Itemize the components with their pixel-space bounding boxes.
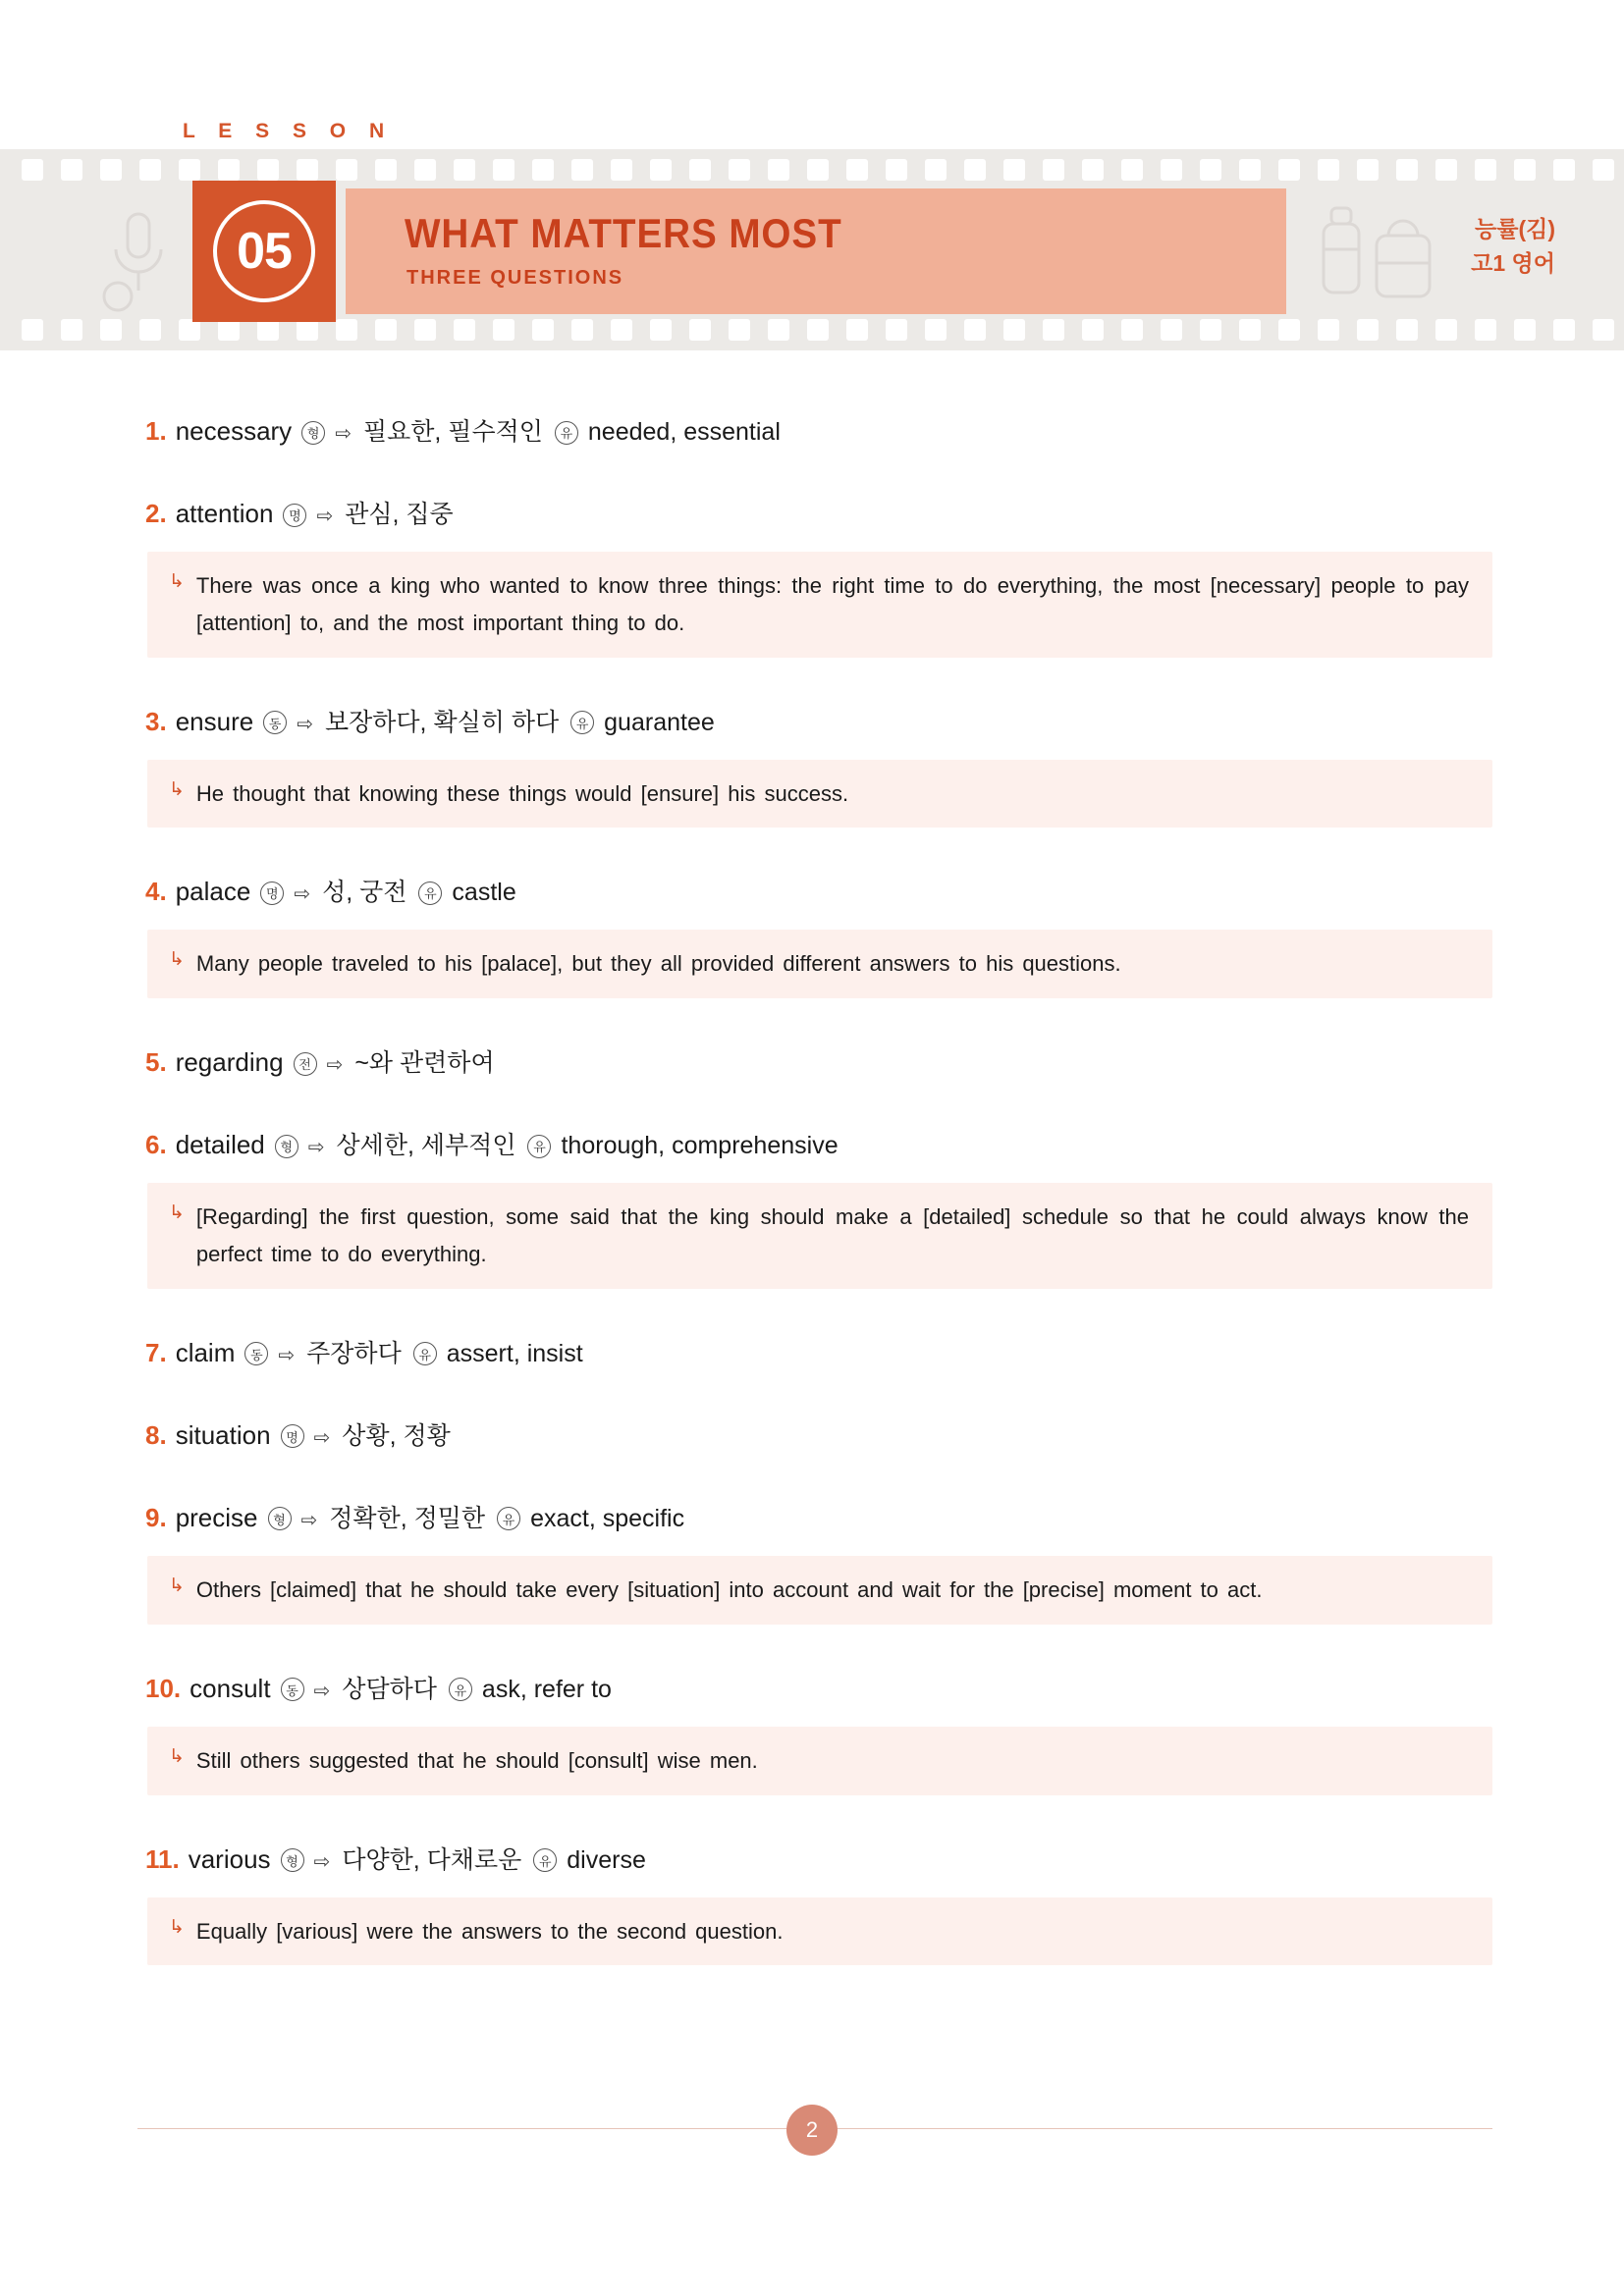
entry-word: situation xyxy=(175,1419,271,1450)
vocab-headline xyxy=(137,1670,1492,1713)
entry-number: 7. xyxy=(145,1337,167,1367)
entry-meaning: 성, 궁전 xyxy=(322,879,407,907)
example-sentence-text: Others [claimed] that he should take every [situation] into account and wait for the [precise] moment to act. xyxy=(195,1576,1263,1602)
film-perforation xyxy=(1396,159,1418,181)
entry-word: precise xyxy=(175,1502,258,1532)
arrow-icon: ⇨ xyxy=(326,1054,344,1077)
film-perforation xyxy=(1553,159,1575,181)
film-perforation xyxy=(886,319,907,341)
arrow-icon: ⇨ xyxy=(307,1137,325,1159)
film-perforation xyxy=(1161,319,1182,341)
film-perforation xyxy=(100,319,122,341)
vocab-entry xyxy=(137,1126,1492,1334)
book-publisher: 능률(김) xyxy=(1475,216,1555,241)
lesson-number-box xyxy=(192,181,336,322)
example-arrow-icon: ↳ xyxy=(169,1202,185,1224)
vocab-headline xyxy=(137,1499,1492,1542)
entry-spacer xyxy=(137,455,1492,495)
header-band-inner xyxy=(0,188,1624,314)
film-perforation xyxy=(61,319,82,341)
vocab-headline xyxy=(137,873,1492,916)
entry-number: 10. xyxy=(145,1673,182,1703)
film-perforation xyxy=(1357,159,1379,181)
page-subtitle: THREE QUESTIONS xyxy=(406,267,624,289)
entry-number: 4. xyxy=(145,877,167,907)
film-perforation xyxy=(964,159,986,181)
page-number-badge: 2 xyxy=(786,2105,838,2156)
film-perforation xyxy=(846,159,868,181)
film-perforation xyxy=(729,319,750,341)
synonym-badge: 유 xyxy=(497,1507,520,1530)
lesson-kicker: L E S S O N xyxy=(183,120,394,142)
entry-synonyms: exact, specific xyxy=(530,1504,685,1532)
entry-word: attention xyxy=(175,499,274,528)
vocab-headline xyxy=(137,1841,1492,1884)
film-perforation xyxy=(1514,159,1536,181)
entry-word: consult xyxy=(189,1673,271,1703)
vocab-entry xyxy=(137,703,1492,874)
vocab-entry xyxy=(137,412,1492,495)
film-perforation xyxy=(1121,159,1143,181)
synonym-badge: 유 xyxy=(413,1342,437,1365)
example-sentence-text: There was once a king who wanted to know three things: the right time to do everything, the most [necessary] people to pay [attention] to, and the most important thing to do. xyxy=(195,573,1469,635)
film-perforation xyxy=(1082,319,1104,341)
arrow-icon: ⇨ xyxy=(313,1426,331,1449)
film-perforation xyxy=(1553,319,1575,341)
vocab-headline xyxy=(137,495,1492,538)
film-perforation xyxy=(1514,319,1536,341)
film-perforation xyxy=(454,159,475,181)
entry-number: 9. xyxy=(145,1502,167,1532)
film-perforation xyxy=(179,159,200,181)
film-perforation xyxy=(1121,319,1143,341)
example-arrow-icon: ↳ xyxy=(169,1745,185,1767)
film-perforation xyxy=(257,159,279,181)
film-perforation xyxy=(336,319,357,341)
film-perforation xyxy=(375,319,397,341)
arrow-icon: ⇨ xyxy=(313,1850,331,1873)
entry-number: 3. xyxy=(145,706,167,736)
film-perforation xyxy=(1435,159,1457,181)
film-perforation xyxy=(650,159,672,181)
film-perforation xyxy=(1278,319,1300,341)
film-perforation xyxy=(1475,159,1496,181)
part-of-speech-badge: 형 xyxy=(268,1507,292,1530)
vocab-headline xyxy=(137,1043,1492,1087)
synonym-badge: 유 xyxy=(527,1135,551,1158)
entry-meaning: ~와 관련하여 xyxy=(354,1049,495,1078)
film-perforation xyxy=(414,319,436,341)
film-perforation xyxy=(532,319,554,341)
entry-number: 2. xyxy=(145,499,167,528)
entry-number: 5. xyxy=(145,1047,167,1078)
header-film-band xyxy=(0,149,1624,350)
entry-spacer xyxy=(137,1295,1492,1334)
film-perforation xyxy=(493,319,514,341)
entry-meaning: 상황, 정황 xyxy=(342,1421,451,1450)
example-arrow-icon: ↳ xyxy=(169,1575,185,1596)
entry-synonyms: diverse xyxy=(567,1845,646,1874)
film-perforation xyxy=(689,319,711,341)
part-of-speech-badge: 형 xyxy=(275,1135,298,1158)
example-sentence-box xyxy=(147,1727,1492,1795)
entry-synonyms: castle xyxy=(452,879,516,907)
example-sentence-box xyxy=(147,1897,1492,1966)
film-perforation xyxy=(297,159,318,181)
entry-meaning: 다양한, 다채로운 xyxy=(342,1845,522,1874)
vocab-entry xyxy=(137,1416,1492,1499)
film-perforation xyxy=(336,159,357,181)
entry-meaning: 주장하다 xyxy=(306,1339,402,1367)
example-sentence-box xyxy=(147,1556,1492,1625)
film-perforation xyxy=(768,319,789,341)
arrow-icon: ⇨ xyxy=(300,1509,318,1531)
film-perforations-top xyxy=(0,159,1624,181)
film-perforation xyxy=(1200,319,1221,341)
arrow-icon: ⇨ xyxy=(278,1344,296,1366)
entry-spacer xyxy=(137,1004,1492,1043)
film-perforation xyxy=(532,159,554,181)
entry-word: various xyxy=(188,1843,271,1874)
entry-meaning: 필요한, 필수적인 xyxy=(362,418,543,446)
entry-number: 8. xyxy=(145,1419,167,1450)
film-perforation xyxy=(139,319,161,341)
arrow-icon: ⇨ xyxy=(313,1680,331,1702)
entry-synonyms: assert, insist xyxy=(446,1339,583,1367)
film-perforation xyxy=(1593,159,1614,181)
film-perforation xyxy=(729,159,750,181)
entry-spacer xyxy=(137,1801,1492,1841)
vocab-headline xyxy=(137,1334,1492,1377)
entry-word: detailed xyxy=(175,1130,265,1160)
entry-meaning: 상세한, 세부적인 xyxy=(336,1132,516,1160)
entry-meaning: 상담하다 xyxy=(342,1675,437,1703)
entry-synonyms: ask, refer to xyxy=(481,1675,612,1703)
entry-meaning: 보장하다, 확실히 하다 xyxy=(324,708,560,736)
entry-word: ensure xyxy=(175,706,254,736)
example-arrow-icon: ↳ xyxy=(169,571,185,592)
film-perforation xyxy=(571,319,593,341)
arrow-icon: ⇨ xyxy=(297,713,313,735)
lesson-number: 05 xyxy=(213,200,315,302)
part-of-speech-badge: 형 xyxy=(301,421,325,445)
vocab-headline xyxy=(137,412,1492,455)
part-of-speech-badge: 형 xyxy=(281,1848,304,1872)
entry-word: claim xyxy=(175,1337,236,1367)
film-perforation xyxy=(571,159,593,181)
example-sentence-box xyxy=(147,930,1492,998)
example-sentence-text: Equally [various] were the answers to the second question. xyxy=(195,1918,784,1944)
film-perforation xyxy=(611,319,632,341)
vocab-entry xyxy=(137,1841,1492,2011)
entry-spacer xyxy=(137,833,1492,873)
film-perforation xyxy=(1239,159,1261,181)
film-perforation xyxy=(689,159,711,181)
film-perforation xyxy=(22,159,43,181)
vocab-entry xyxy=(137,1499,1492,1670)
synonym-badge: 유 xyxy=(570,711,594,734)
vocab-entry xyxy=(137,873,1492,1043)
part-of-speech-badge: 명 xyxy=(281,1424,304,1448)
film-perforation xyxy=(1200,159,1221,181)
film-perforation xyxy=(925,319,947,341)
film-perforation xyxy=(1082,159,1104,181)
film-perforation xyxy=(1278,159,1300,181)
entry-spacer xyxy=(137,1460,1492,1499)
arrow-icon: ⇨ xyxy=(294,883,311,906)
film-perforation xyxy=(1161,159,1182,181)
entry-number: 11. xyxy=(145,1843,180,1874)
example-sentence-box xyxy=(147,552,1492,658)
microphone-icon xyxy=(94,206,183,319)
entry-word: necessary xyxy=(175,416,293,446)
vocab-entry xyxy=(137,1670,1492,1841)
film-perforation xyxy=(1043,159,1064,181)
film-perforation xyxy=(218,159,240,181)
entry-number: 6. xyxy=(145,1130,167,1160)
entry-number: 1. xyxy=(145,416,167,446)
example-sentence-text: [Regarding] the first question, some said that the king should make a [detailed] schedule so that he could always know the perfect time to do everything. xyxy=(195,1204,1469,1267)
entry-synonyms: thorough, comprehensive xyxy=(561,1132,839,1160)
arrow-icon: ⇨ xyxy=(316,506,334,527)
film-perforation xyxy=(179,319,200,341)
entry-spacer xyxy=(137,664,1492,703)
film-perforation xyxy=(1043,319,1064,341)
film-perforation xyxy=(650,319,672,341)
book-info xyxy=(1471,212,1555,280)
film-perforation xyxy=(1318,159,1339,181)
vocab-entry xyxy=(137,1043,1492,1126)
film-perforation xyxy=(454,319,475,341)
entry-spacer xyxy=(137,1087,1492,1126)
example-sentence-text: He thought that knowing these things would [ensure] his success. xyxy=(195,780,849,806)
entry-meaning: 정확한, 정밀한 xyxy=(329,1504,486,1532)
synonym-badge: 유 xyxy=(533,1848,557,1872)
vocab-entry xyxy=(137,1334,1492,1416)
part-of-speech-badge: 전 xyxy=(294,1052,317,1076)
film-perforation xyxy=(925,159,947,181)
film-perforation xyxy=(257,319,279,341)
entry-spacer xyxy=(137,1377,1492,1416)
film-perforation xyxy=(61,159,82,181)
film-perforation xyxy=(375,159,397,181)
vocab-headline xyxy=(137,1126,1492,1169)
vocab-headline xyxy=(137,1416,1492,1460)
film-perforation xyxy=(1003,319,1025,341)
example-sentence-text: Many people traveled to his [palace], but they all provided different answers to his questions. xyxy=(195,951,1121,977)
film-perforation xyxy=(964,319,986,341)
book-grade: 고1 영어 xyxy=(1471,249,1555,276)
film-perforation xyxy=(139,159,161,181)
part-of-speech-badge: 동 xyxy=(244,1342,268,1365)
part-of-speech-badge: 동 xyxy=(263,711,287,734)
film-perforation xyxy=(807,319,829,341)
synonym-badge: 유 xyxy=(418,881,442,905)
backpack-icon xyxy=(1316,202,1443,323)
film-perforation xyxy=(218,319,240,341)
entry-synonyms: guarantee xyxy=(604,708,715,736)
vocabulary-list xyxy=(137,412,1492,2010)
part-of-speech-badge: 동 xyxy=(281,1678,304,1701)
film-perforation xyxy=(886,159,907,181)
film-perforation xyxy=(846,319,868,341)
film-perforation xyxy=(611,159,632,181)
entry-word: regarding xyxy=(175,1047,284,1078)
film-perforation xyxy=(493,159,514,181)
example-sentence-box xyxy=(147,760,1492,828)
film-perforation xyxy=(1003,159,1025,181)
vocab-headline xyxy=(137,703,1492,746)
film-perforation xyxy=(1593,319,1614,341)
film-perforation xyxy=(100,159,122,181)
entry-spacer xyxy=(137,1630,1492,1670)
film-perforation xyxy=(22,319,43,341)
part-of-speech-badge: 명 xyxy=(260,881,284,905)
example-sentence-text: Still others suggested that he should [consult] wise men. xyxy=(195,1747,758,1773)
example-arrow-icon: ↳ xyxy=(169,1916,185,1938)
film-perforation xyxy=(768,159,789,181)
arrow-icon: ⇨ xyxy=(335,423,352,445)
page-title: WHAT MATTERS MOST xyxy=(405,210,842,256)
entry-spacer xyxy=(137,1971,1492,2010)
synonym-badge: 유 xyxy=(555,421,578,445)
entry-synonyms: needed, essential xyxy=(587,418,781,446)
entry-meaning: 관심, 집중 xyxy=(345,501,454,528)
film-perforation xyxy=(297,319,318,341)
example-sentence-box xyxy=(147,1183,1492,1289)
synonym-badge: 유 xyxy=(449,1678,472,1701)
film-perforation xyxy=(414,159,436,181)
film-perforation xyxy=(1239,319,1261,341)
part-of-speech-badge: 명 xyxy=(283,504,306,527)
film-perforation xyxy=(807,159,829,181)
entry-word: palace xyxy=(175,877,251,907)
film-perforation xyxy=(1475,319,1496,341)
title-plate xyxy=(346,188,1286,314)
vocab-entry xyxy=(137,495,1492,703)
example-arrow-icon: ↳ xyxy=(169,778,185,800)
example-arrow-icon: ↳ xyxy=(169,949,185,971)
